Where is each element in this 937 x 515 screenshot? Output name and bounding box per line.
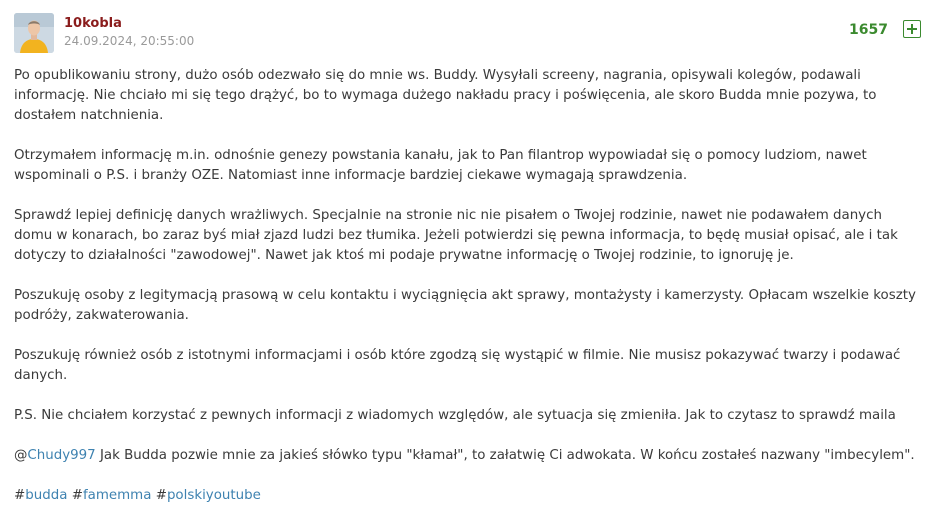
- tag-hash: #: [14, 488, 26, 503]
- entry-paragraph: Poszukuję osoby z legitymacją prasową w celu kontaktu i wyciągnięcia akt sprawy, montażysty i kamerzysty. Opłacam wszelkie koszty podróży, zakwaterowania.: [14, 288, 916, 323]
- tag-hash: #: [155, 488, 167, 503]
- vote-count: 1657: [849, 22, 888, 38]
- mention-prefix: @: [14, 448, 28, 463]
- tag-hash: #: [71, 488, 83, 503]
- avatar[interactable]: [14, 13, 54, 53]
- mention-text: Jak Budda pozwie mnie za jakieś słówko typu "kłamał", to załatwię Ci adwokata. W końcu zostałeś nazwany "imbecylem".: [95, 448, 915, 463]
- entry-paragraph: P.S. Nie chciałem korzystać z pewnych informacji z wiadomych względów, ale sytuacja się zmieniła. Jak to czytasz to sprawdź maila: [14, 408, 896, 423]
- entry-paragraph: Sprawdź lepiej definicję danych wrażliwych. Specjalnie na stronie nic nie pisałem o Twojej rodzinie, nawet nie podawałem danych domu w konarach, bo zaraz byś miał zjazd ludzi bez tłumika. Jeżeli potwierdzi się pewna informacja, to będę musiał opisać, ale i tak dotyczy to działalności "zawodowej". Nawet jak ktoś mi podaje prywatne informację o Twojej rodzinie, to ignoruję je.: [14, 208, 898, 263]
- avatar-image: [14, 13, 54, 53]
- entry-paragraph: Po opublikowaniu strony, dużo osób odezwało się do mnie ws. Buddy. Wysyłali screeny, nagrania, opisywali kolegów, podawali informację. Nie chciało mi się tego drążyć, bo to wymaga dużego nakładu pracy i poświęcenia, ale skoro Budda mnie pozywa, to dostałem natchnienia.: [14, 68, 877, 123]
- mention-link[interactable]: Chudy997: [27, 448, 96, 463]
- tag-link-famemma[interactable]: famemma: [82, 488, 152, 503]
- entry-date: 24.09.2024, 20:55:00: [64, 34, 195, 48]
- entry-paragraph: Otrzymałem informację m.in. odnośnie genezy powstania kanału, jak to Pan filantrop wypowiadał się o pomocy ludziom, nawet wspominali o P.S. i branży OZE. Natomiast inne informacje bardziej ciekawe wymagają sprawdzenia.: [14, 148, 867, 183]
- entry-paragraph: Poszukuję również osób z istotnymi informacjami i osób które zgodzą się wystąpić w filmie. Nie musisz pokazywać twarzy i podawać danych.: [14, 348, 901, 383]
- tag-link-budda[interactable]: budda: [25, 488, 68, 503]
- author-name[interactable]: 10kobla: [64, 16, 122, 31]
- mention-paragraph: [14, 446, 924, 466]
- entry-body: [14, 66, 924, 515]
- tags-paragraph: [14, 486, 924, 506]
- tag-link-polskiyoutube[interactable]: polskiyoutube: [166, 488, 261, 503]
- plus-icon[interactable]: [903, 20, 921, 38]
